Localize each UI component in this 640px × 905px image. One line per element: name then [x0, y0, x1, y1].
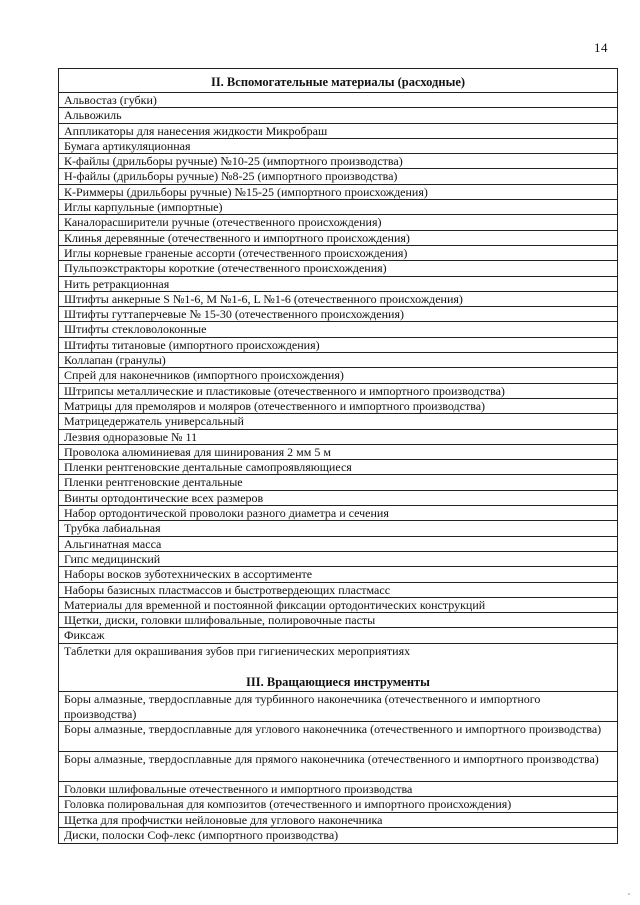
table-row: Гипс медицинский	[59, 552, 617, 567]
table-row: Набор ортодонтической проволоки разного диаметра и сечения	[59, 506, 617, 521]
table-row: Аппликаторы для нанесения жидкости Микробраш	[59, 124, 617, 139]
table-row: Боры алмазные, твердосплавные для турбинного наконечника (отечественного и импортного производства)	[59, 692, 617, 722]
scan-speck	[628, 893, 630, 895]
table-row: Штифты анкерные S №1-6, M №1-6, L №1-6 (отечественного происхождения)	[59, 292, 617, 307]
materials-table	[58, 68, 618, 844]
table-row: Штифты стекловолоконные	[59, 322, 617, 337]
table-row: Пульпоэкстракторы короткие (отечественного происхождения)	[59, 261, 617, 276]
page-number: 14	[594, 40, 608, 55]
table-row: Штифты гуттаперчевые № 15-30 (отечественного происхождения)	[59, 307, 617, 322]
table-row: Материалы для временной и постоянной фиксации ортодонтических конструкций	[59, 598, 617, 613]
table-row: Альгинатная масса	[59, 537, 617, 552]
table-row: Коллапан (гранулы)	[59, 353, 617, 368]
table-row: Головка полировальная для композитов (отечественного и импортного происхождения)	[59, 797, 617, 812]
table-row: Трубка лабиальная	[59, 521, 617, 536]
section-2-list	[59, 93, 617, 659]
table-row: Щетка для профчистки нейлоновые для углового наконечника	[59, 813, 617, 828]
table-row: Диски, полоски Соф-лекс (импортного производства)	[64, 827, 339, 842]
table-row: Иглы корневые граненые ассорти (отечественного происхождения)	[59, 246, 617, 261]
table-row: Альвожиль	[59, 108, 617, 123]
table-row: Клинья деревянные (отечественного и импортного происхождения)	[59, 231, 617, 246]
table-row: Матрицы для премоляров и моляров (отечественного и импортного производства)	[59, 399, 617, 414]
table-row: Таблетки для окрашивания зубов при гигиенических мероприятиях	[64, 643, 411, 658]
table-row: Нить ретракционная	[59, 277, 617, 292]
table-row: Спрей для наконечников (импортного происхождения)	[59, 368, 617, 383]
table-row: Щетки, диски, головки шлифовальные, полировочные пасты	[59, 613, 617, 628]
table-row: Фиксаж	[59, 628, 617, 643]
table-row: Проволока алюминиевая для шинирования 2 мм 5 м	[59, 445, 617, 460]
section-3-list	[59, 692, 617, 843]
table-row: Винты ортодонтические всех размеров	[59, 491, 617, 506]
table-row: Лезвия одноразовые № 11	[59, 430, 617, 445]
table-row: Головки шлифовальные отечественного и импортного производства	[59, 782, 617, 797]
section-2-title: II. Вспомогательные материалы (расходные)	[59, 69, 617, 93]
table-row: Матрицедержатель универсальный	[59, 414, 617, 429]
table-row: Штифты титановые (импортного происхождения)	[59, 338, 617, 353]
table-row: Каналорасширители ручные (отечественного происхождения)	[59, 215, 617, 230]
table-row: К-Риммеры (дрильборы ручные) №15-25 (импортного происхождения)	[59, 185, 617, 200]
table-row: К-файлы (дрильборы ручные) №10-25 (импортного производства)	[59, 154, 617, 169]
table-row: Пленки рентгеновские дентальные	[59, 475, 617, 490]
section-spacer	[59, 659, 617, 675]
table-row: Боры алмазные, твердосплавные для углового наконечника (отечественного и импортного производства)	[59, 722, 617, 752]
table-row: Иглы карпульные (импортные)	[59, 200, 617, 215]
table-row: Пленки рентгеновские дентальные самопроявляющиеся	[59, 460, 617, 475]
table-row: Бумага артикуляционная	[59, 139, 617, 154]
table-row: Альвостаз (губки)	[59, 93, 617, 108]
section-3-title: III. Вращающиеся инструменты	[59, 675, 617, 692]
table-row: Штрипсы металлические и пластиковые (отечественного и импортного производства)	[59, 384, 617, 399]
table-row: Боры алмазные, твердосплавные для прямого наконечника (отечественного и импортного производства)	[59, 752, 617, 782]
table-row: Наборы восков зуботехнических в ассортименте	[59, 567, 617, 582]
table-row: Н-файлы (дрильборы ручные) №8-25 (импортного производства)	[59, 169, 617, 184]
table-row: Наборы базисных пластмассов и быстротвердеющих пластмасс	[59, 583, 617, 598]
